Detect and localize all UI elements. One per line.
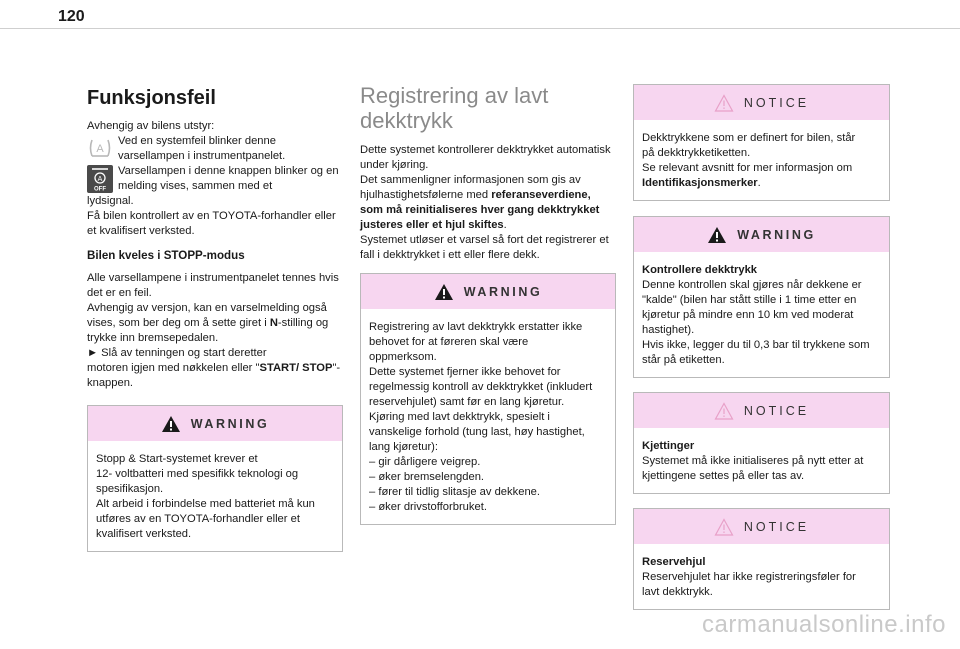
stop-start-off-button-icon <box>87 165 113 193</box>
lamp-b-text-cont: lydsignal. <box>87 195 134 207</box>
warning-line: reservehjulet) samt før en lang kjøretur. <box>369 396 565 408</box>
notice-box-1 <box>633 84 890 201</box>
warning-line: Hvis ikke, legger du til 0,3 bar til trykkene som <box>642 339 870 351</box>
warning-line: spesifikasjon. <box>96 483 164 495</box>
notice-heading: Kjettinger <box>642 440 695 452</box>
column-2 <box>360 80 616 525</box>
paragraph-1: Dette systemet kontrollerer dekktrykket automatisk under kjøring. Det sammenligner informasjonen som gis av hjulhastighetsfølerne med referanseverdiene, som må reinitialiseres hver gang dekktrykket justeres eller et hjul skiftes. <box>360 144 611 231</box>
watermark: carmanualsonline.info <box>702 611 946 638</box>
column-1 <box>87 80 343 552</box>
notice-header <box>634 85 889 120</box>
paragraph-2: Avhengig av versjon, kan en varselmelding også vises, som ber deg om å sette giret i N-stilling og trykke inn bremsepedalen. <box>87 302 329 344</box>
warning-box-col3 <box>633 216 890 378</box>
warning-line: Registrering av lavt dekktrykk erstatter ikke <box>369 321 583 333</box>
paragraph-1: Alle varsellampene i instrumentpanelet tennes hvis det er en feil. <box>87 272 339 299</box>
svg-text:A: A <box>96 143 104 155</box>
warning-line: regelmessig kontroll av dekktrykket (inkludert <box>369 381 593 393</box>
warning-line: vanskelige forhold (tung last, høy hastighet, <box>369 426 585 438</box>
warning-line: – gir dårligere veigrep. <box>369 456 481 468</box>
warning-line: utføres av en TOYOTA-forhandler eller et <box>96 513 300 525</box>
notice-triangle-icon <box>714 94 734 112</box>
warning-title: WARNING <box>463 284 543 299</box>
notice-title: NOTICE <box>743 403 810 418</box>
notice-box-2 <box>633 392 890 494</box>
notice-body <box>634 544 889 609</box>
warning-line: kjøretur på mindre enn 10 km ved moderat <box>642 309 854 321</box>
warning-line: kvalifisert verksted. <box>96 528 192 540</box>
notice-line: Identifikasjonsmerker. <box>642 177 761 189</box>
warning-line: "kalde" (bilen har stått stille i 1 time etter en <box>642 294 857 306</box>
notice-line: lavt dekktrykk. <box>642 586 713 598</box>
warning-body <box>361 309 615 524</box>
warning-header <box>634 217 889 252</box>
notice-line: Se relevant avsnitt for mer informasjon om <box>642 162 853 174</box>
notice-title: NOTICE <box>743 95 810 110</box>
warning-line: Alt arbeid i forbindelse med batteriet må kun <box>96 498 315 510</box>
notice-triangle-icon <box>714 402 734 420</box>
notice-line: Systemet må ikke initialiseres på nytt etter at <box>642 455 864 467</box>
warning-triangle-icon <box>434 283 454 301</box>
warning-line: Denne kontrollen skal gjøres når dekkene er <box>642 279 862 291</box>
warning-line: – fører til tidlig slitasje av dekkene. <box>369 486 540 498</box>
lamp-a-text: Ved en systemfeil blinker denne varsellampen i instrumentpanelet. <box>118 135 286 162</box>
warning-triangle-icon <box>707 226 727 244</box>
column-3 <box>633 84 890 610</box>
notice-line: Reservehjulet har ikke registreringsføler for <box>642 571 856 583</box>
warning-title: WARNING <box>737 227 816 242</box>
warning-body <box>88 441 342 551</box>
notice-body <box>634 120 889 200</box>
warning-line: hastighet). <box>642 324 695 336</box>
paragraph-2: Systemet utløser et varsel så fort det registrerer et fall i dekktrykket i ett eller flere dekk. <box>360 234 609 261</box>
svg-text:OFF: OFF <box>94 186 106 193</box>
warning-line: Dette systemet fjerner ikke behovet for <box>369 366 561 378</box>
intro-text: Avhengig av bilens utstyr: <box>87 120 215 132</box>
top-rule <box>0 28 960 29</box>
notice-header <box>634 393 889 428</box>
warning-line: Stopp & Start-systemet krever et <box>96 453 258 465</box>
lamp-row-b <box>87 164 343 209</box>
notice-box-3 <box>633 508 890 610</box>
arrow-bullet-icon: ► <box>87 347 99 359</box>
warning-line: – øker drivstofforbruket. <box>369 501 487 513</box>
warning-line: behovet for at føreren skal være <box>369 336 529 348</box>
warning-header <box>88 406 342 441</box>
section-title-funksjonsfeil: Funksjonsfeil <box>87 87 216 109</box>
lamp-row-a <box>87 134 343 164</box>
warning-line: Kjøring med lavt dekktrykk, spesielt i <box>369 411 550 423</box>
notice-line: Dekktrykkene som er definert for bilen, står <box>642 132 856 144</box>
notice-header <box>634 509 889 544</box>
warning-line: 12- voltbatteri med spesifikk teknologi og <box>96 468 299 480</box>
warning-header <box>361 274 615 309</box>
paragraph-3: ► Slå av tenningen og start deretter motoren igjen med nøkkelen eller "START/ STOP"-knappen. <box>87 347 341 389</box>
warning-title: WARNING <box>190 416 270 431</box>
warning-line: – øker bremselengden. <box>369 471 485 483</box>
after-lamps-text: Få bilen kontrollert av en TOYOTA-forhandler eller et kvalifisert verksted. <box>87 210 336 237</box>
notice-line: på dekktrykketiketten. <box>642 147 751 159</box>
notice-heading: Reservehjul <box>642 556 706 568</box>
section-title-registrering: Registrering av lavt dekktrykk <box>360 83 549 133</box>
warning-heading: Kontrollere dekktrykk <box>642 264 758 276</box>
tyre-pressure-warning-lamp-icon <box>87 135 113 161</box>
subtitle-stopp-modus: Bilen kveles i STOPP-modus <box>87 249 245 262</box>
page-number: 120 <box>58 8 85 25</box>
warning-body <box>634 252 889 377</box>
warning-box-col2 <box>360 273 616 525</box>
notice-line: kjettingene settes på eller tas av. <box>642 470 805 482</box>
notice-triangle-icon <box>714 518 734 536</box>
svg-text:A: A <box>97 176 103 183</box>
lamp-b-text: Varsellampen i denne knappen blinker og en melding vises, sammen med et <box>118 165 339 192</box>
warning-box-col1 <box>87 405 343 552</box>
notice-title: NOTICE <box>743 519 810 534</box>
notice-body <box>634 428 889 493</box>
warning-line: står på etiketten. <box>642 354 725 366</box>
warning-line: lang kjøretur): <box>369 441 439 453</box>
warning-line: oppmerksom. <box>369 351 437 363</box>
warning-triangle-icon <box>161 415 181 433</box>
